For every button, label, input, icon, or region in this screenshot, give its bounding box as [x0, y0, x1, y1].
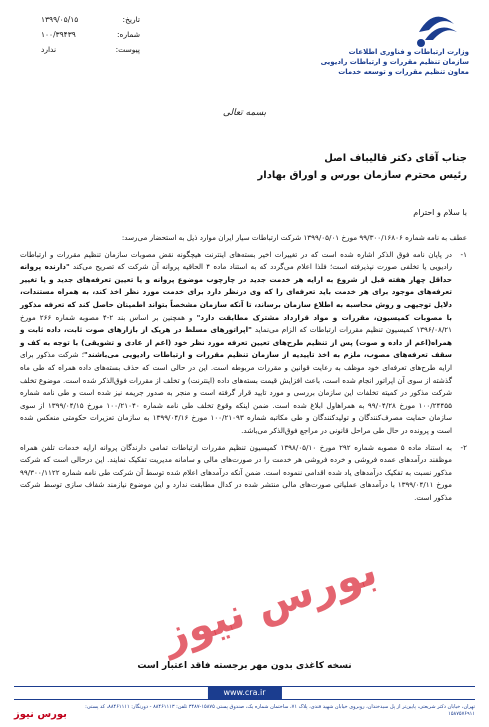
meta-attachment-value: ندارد	[41, 45, 57, 54]
addressee	[258, 150, 467, 184]
meta-date	[20, 12, 140, 27]
item-1-quote-1: "دارنده پروانه حداقل چهار هفته قبل از شروع به ارایه هر خدمت جدید در چارچوب موضوع پروانه و یا تعیین تعرفه‌های جدید و یا تغییر تعرفه‌های موجود برای هر خدمت باید تعرفه‌ای را که وی درنظر دارد برای خدمت مورد نظر اخذ کند، به همراه مستندات، دلایل توجیهی و روش محاسبه به اطلاع سازمان برساند، تا آنکه سازمان مشخصاً بتواند اطمینان حاصل کند که تعرفه مذکور با مصوبات کمیسیون، مقررات و مواد قرارداد مشترک مطابقت دارد"	[20, 262, 453, 322]
stamp-text: بورس نیوز	[155, 544, 383, 661]
org-name	[269, 47, 469, 77]
meta-number	[20, 27, 140, 42]
org-line-1: وزارت ارتباطات و فناوری اطلاعات	[348, 48, 469, 56]
meta-number-value: ۱۰۰/۳۹۴۳۹	[41, 30, 76, 39]
website-link[interactable]: www.cra.ir	[207, 686, 281, 699]
cra-logo-icon	[399, 10, 469, 50]
footer-address: تهران، خیابان دکتر شریعتی، پایین‌تر از پل سیدخندان، روبروی خیابان شهید قندی، پلاک ۷۱، ساختمان شماره یک، صندوق پستی ۱۵۸۷۵-۳۴۸۷ تلفن: ۸۸۴۶۱۱۱۳ - دورنگار: ۸۸۴۶۱۱۱۱، کد پستی: ۱۵۸۷۵۷۶۹۱۱	[85, 704, 475, 717]
item-number: ۲-	[460, 442, 467, 452]
list-item-2	[20, 442, 467, 505]
item-1-text-c: ؛ شرکت مذکور برای ارایه طرح‌های تعرفه‌ای خود موظف به رعایت قوانین و مقررات مربوطه است. این در حالی است که حذف بسته‌های داده همراه که طی ماه گذشته از سوی آن اپراتور انجام شده است، باعث افزایش قیمت بسته‌های داده (اینترنت) و تخلف از مقررات فوق‌الذکر شده است. موضوع تخلف شرکت مذکور در کمیته تخلفات این سازمان بررسی و مورد تایید قرار گرفته است و منجر به صدور جریمه نیز شده است و طی نامه شماره ۱۰۰/۲۴۴۵۵ مورخ ۹۹/۰۴/۲۸ به همراهاول ابلاغ شده است. ضمن اینکه وقوع تخلف طی نامه شماره ۱۰۰/۲۱۰۴۰ مورخ ۱۳۹۹/۰۴/۱۵ از سوی سازمان حمایت مصرف‌کنندگان و تولیدکنندگان و طی مکاتبه شماره ۱۰۰/۲۱۰۹۳ مورخ ۱۳۹۹/۰۴/۱۶ به سازمان تعزیرات حکومتی منعکس شده است و پرونده در حال طی مراحل قانونی در مراجع فوق‌الذکر می‌باشد.	[20, 350, 453, 435]
meta-attachment	[20, 42, 140, 57]
letter-meta	[20, 12, 140, 57]
item-text: به استناد ماده ۵ مصوبه شماره ۲۹۲ مورخ ۱۳۹۸/۰۵/۱۰ کمیسیون تنظیم مقررات ارتباطات تمامی دارندگان پروانه ارایه خدمات تلفن همراه موظفند درآمدهای عمده فروشی و خرده فروشی هر خدمت را در صورت‌های مالی و سامانه مدیریت تفکیک نمایند. این درحالی است که شرکت مذکور نسبت به تفکیک درآمدهای یاد شده اقدامی ننموده است. ضمن آنکه درآمدهای اعلام شده توسط آن شرکت طی نامه شماره ۹۹/۳۰۰/۱۱۲۲ مورخ ۱۳۹۹/۰۴/۱۱ با درآمدهای عملیاتی صورت‌های مالی منتشر شده در کدال مطابقت ندارد و این موضوع نیازمند شفاف سازی توسط شرکت مذکور است.	[20, 442, 453, 502]
intro-paragraph: عطف به نامه شماره ۹۹/۳۰۰/۱۶۸۰۶ مورخ ۱۳۹۹/۰۵/۰۱ شرکت ارتباطات سیار ایران موارد ذیل به استحضار می‌رسد:	[121, 233, 467, 242]
red-stamp-watermark	[155, 544, 383, 661]
greeting: با سلام و احترام	[413, 208, 467, 217]
footer	[14, 683, 475, 727]
org-line-3: معاون تنظیم مقررات و توسعه خدمات	[338, 68, 469, 76]
list-item-1	[20, 249, 467, 438]
item-1-text-a: در پایان نامه فوق الذکر اشاره شده است که در تغییرات اخیر بسته‌های اینترنت هیچگونه نقض مصوبات سازمان تنظیم مقررات و ارتباطات رادیویی یا تخلفی صورت نپذیرفته است؛ فلذا اعلام می‌گردد که به استناد ماده ۴ الحاقیه پروانه آن شرکت که تصریح می‌کند	[20, 249, 452, 272]
addressee-title: رئیس محترم سازمان بورس و اوراق بهادار	[257, 170, 467, 181]
meta-number-label: شماره:	[117, 30, 140, 39]
item-1-text-b: و همچنین بر اساس بند ۲-۴ مصوبه شماره ۲۶۶ مورخ ۱۳۹۶/۰۸/۲۱ کمیسیون تنظیم مقررات ارتباطات که الزام می‌نماید	[20, 312, 452, 335]
item-1-quote-2: "اپراتورهای مسلط در هریک از بازارهای صوت ثابت، داده ثابت و همراه(اعم از داده و صوت) پس از تنظیم طرح‌های تعیین تعرفه مورد نظر خود (اعم از عادی و تشویقی) با توجه به کف و سقف تعرفه‌های مصوب، ملزم به اخذ تاییدیه از سازمان تنظیم مقررات و ارتباطات رادیویی می‌باشند"	[20, 325, 452, 360]
item-number: ۱-	[460, 249, 467, 259]
meta-attachment-label: پیوست:	[115, 45, 140, 54]
meta-date-label: تاریخ:	[122, 15, 140, 24]
letter-body	[20, 232, 467, 504]
addressee-name: جناب آقای دکتر قالیباف اصل	[324, 153, 467, 164]
bourse-news-brand: بورس نیوز	[14, 709, 67, 720]
bismillah: بسمه تعالی	[222, 108, 267, 118]
org-line-2: سازمان تنظیم مقررات و ارتباطات رادیویی	[320, 58, 469, 66]
item-text	[20, 249, 452, 438]
validity-note: نسخه کاغذی بدون مهر برجسته فاقد اعتبار است	[137, 661, 352, 671]
meta-date-value: ۱۳۹۹/۰۵/۱۵	[41, 15, 79, 24]
